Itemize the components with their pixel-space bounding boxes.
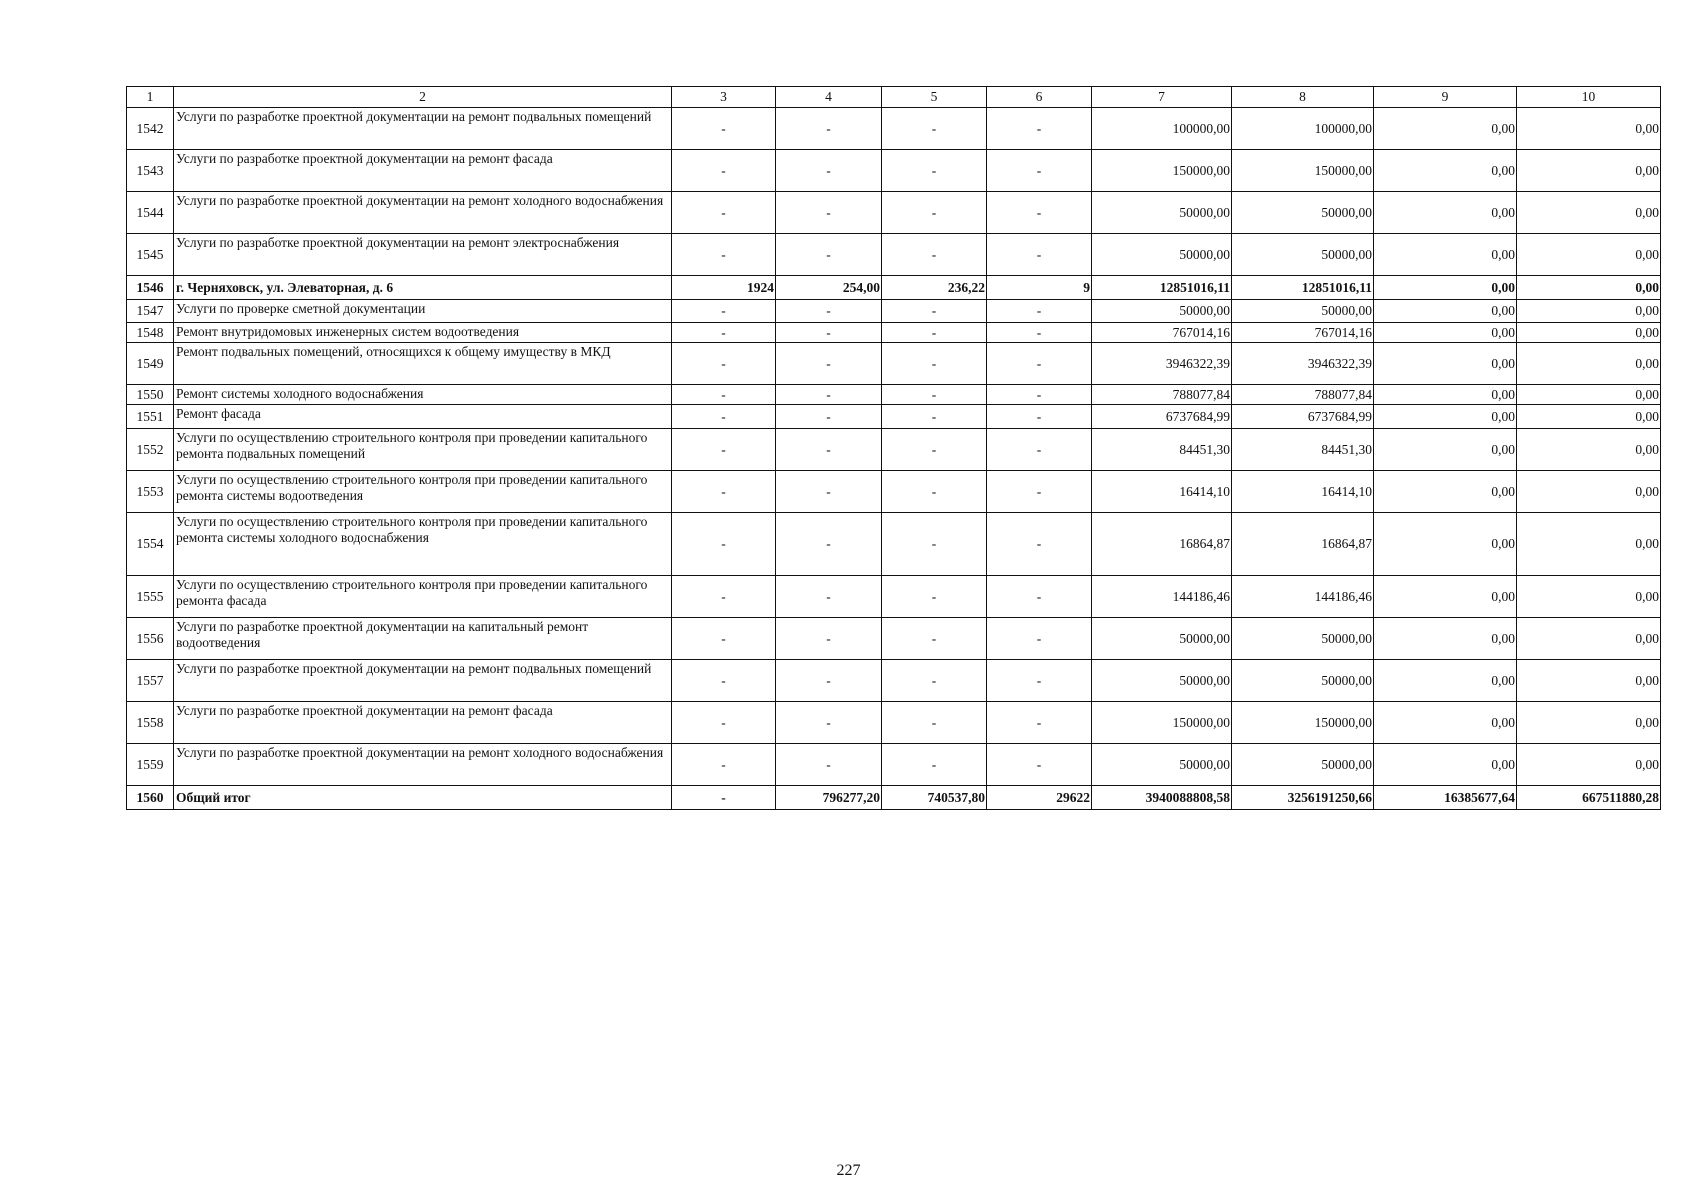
table-body (127, 108, 1661, 810)
work-name-cell: Услуги по проверке сметной документации (174, 300, 672, 323)
table-row (127, 385, 1661, 405)
table-row (127, 276, 1661, 300)
header-cell-1: 1 (127, 87, 174, 108)
col-5-cell: - (882, 576, 987, 618)
col-6-cell: - (987, 576, 1092, 618)
header-row (127, 87, 1661, 108)
col-6-cell: 29622 (987, 786, 1092, 810)
col-4-cell: - (776, 385, 882, 405)
work-name-cell: Услуги по осуществлению строительного контроля при проведении капитального ремонта фасада (174, 576, 672, 618)
col-8-cell: 6737684,99 (1232, 405, 1374, 429)
work-name-cell: Ремонт внутридомовых инженерных систем водоотведения (174, 323, 672, 343)
col-3-cell: - (672, 702, 776, 744)
col-3-cell: - (672, 300, 776, 323)
col-9-cell: 0,00 (1374, 323, 1517, 343)
row-number-cell: 1559 (127, 744, 174, 786)
col-8-cell: 767014,16 (1232, 323, 1374, 343)
table-row (127, 513, 1661, 576)
col-9-cell: 0,00 (1374, 429, 1517, 471)
col-4-cell: - (776, 300, 882, 323)
col-7-cell: 50000,00 (1092, 192, 1232, 234)
table-row (127, 786, 1661, 810)
col-10-cell: 0,00 (1517, 576, 1661, 618)
row-number-cell: 1554 (127, 513, 174, 576)
col-4-cell: - (776, 108, 882, 150)
col-5-cell: - (882, 471, 987, 513)
col-8-cell: 50000,00 (1232, 234, 1374, 276)
col-7-cell: 84451,30 (1092, 429, 1232, 471)
col-4-cell: - (776, 576, 882, 618)
col-5-cell: - (882, 405, 987, 429)
col-3-cell: - (672, 429, 776, 471)
col-6-cell: - (987, 702, 1092, 744)
col-5-cell: - (882, 343, 987, 385)
col-8-cell: 50000,00 (1232, 660, 1374, 702)
col-3-cell: - (672, 786, 776, 810)
col-7-cell: 50000,00 (1092, 660, 1232, 702)
col-9-cell: 0,00 (1374, 108, 1517, 150)
col-4-cell: - (776, 471, 882, 513)
col-5-cell: - (882, 513, 987, 576)
row-number-cell: 1558 (127, 702, 174, 744)
col-9-cell: 0,00 (1374, 660, 1517, 702)
row-number-cell: 1547 (127, 300, 174, 323)
table-row (127, 405, 1661, 429)
row-number-cell: 1552 (127, 429, 174, 471)
table-row (127, 300, 1661, 323)
col-6-cell: - (987, 471, 1092, 513)
col-5-cell: - (882, 618, 987, 660)
row-number-cell: 1555 (127, 576, 174, 618)
col-10-cell: 667511880,28 (1517, 786, 1661, 810)
col-8-cell: 16864,87 (1232, 513, 1374, 576)
header-cell-6: 6 (987, 87, 1092, 108)
col-3-cell: - (672, 660, 776, 702)
col-6-cell: - (987, 513, 1092, 576)
col-3-cell: 1924 (672, 276, 776, 300)
work-name-cell: Услуги по разработке проектной документации на ремонт подвальных помещений (174, 660, 672, 702)
page-number: 227 (836, 1162, 861, 1179)
col-7-cell: 788077,84 (1092, 385, 1232, 405)
col-9-cell: 0,00 (1374, 744, 1517, 786)
col-3-cell: - (672, 471, 776, 513)
col-7-cell: 150000,00 (1092, 150, 1232, 192)
col-10-cell: 0,00 (1517, 385, 1661, 405)
col-6-cell: - (987, 323, 1092, 343)
col-4-cell: - (776, 744, 882, 786)
header-cell-2: 2 (174, 87, 672, 108)
col-10-cell: 0,00 (1517, 234, 1661, 276)
col-3-cell: - (672, 405, 776, 429)
work-name-cell: Услуги по разработке проектной документации на ремонт электроснабжения (174, 234, 672, 276)
col-8-cell: 150000,00 (1232, 150, 1374, 192)
table-row (127, 618, 1661, 660)
col-6-cell: - (987, 150, 1092, 192)
col-7-cell: 144186,46 (1092, 576, 1232, 618)
work-name-cell: Общий итог (174, 786, 672, 810)
col-7-cell: 3940088808,58 (1092, 786, 1232, 810)
col-5-cell: - (882, 702, 987, 744)
col-7-cell: 767014,16 (1092, 323, 1232, 343)
work-name-cell: Услуги по осуществлению строительного контроля при проведении капитального ремонта системы холодного водоснабжения (174, 513, 672, 576)
col-8-cell: 3256191250,66 (1232, 786, 1374, 810)
table-row (127, 343, 1661, 385)
work-name-cell: Услуги по разработке проектной документации на ремонт фасада (174, 150, 672, 192)
row-number-cell: 1543 (127, 150, 174, 192)
table-row (127, 744, 1661, 786)
col-8-cell: 50000,00 (1232, 300, 1374, 323)
data-table (126, 86, 1661, 810)
col-3-cell: - (672, 343, 776, 385)
table-row (127, 150, 1661, 192)
col-7-cell: 16864,87 (1092, 513, 1232, 576)
col-4-cell: - (776, 150, 882, 192)
col-8-cell: 150000,00 (1232, 702, 1374, 744)
col-5-cell: - (882, 300, 987, 323)
work-name-cell: г. Черняховск, ул. Элеваторная, д. 6 (174, 276, 672, 300)
work-name-cell: Услуги по осуществлению строительного контроля при проведении капитального ремонта системы водоотведения (174, 471, 672, 513)
row-number-cell: 1545 (127, 234, 174, 276)
work-name-cell: Услуги по разработке проектной документации на ремонт холодного водоснабжения (174, 192, 672, 234)
header-cell-9: 9 (1374, 87, 1517, 108)
col-10-cell: 0,00 (1517, 343, 1661, 385)
col-6-cell: - (987, 660, 1092, 702)
col-3-cell: - (672, 513, 776, 576)
col-9-cell: 0,00 (1374, 300, 1517, 323)
col-9-cell: 0,00 (1374, 405, 1517, 429)
row-number-cell: 1544 (127, 192, 174, 234)
col-9-cell: 0,00 (1374, 234, 1517, 276)
col-7-cell: 50000,00 (1092, 744, 1232, 786)
row-number-cell: 1551 (127, 405, 174, 429)
col-8-cell: 788077,84 (1232, 385, 1374, 405)
col-7-cell: 150000,00 (1092, 702, 1232, 744)
table-row (127, 429, 1661, 471)
col-8-cell: 50000,00 (1232, 192, 1374, 234)
col-6-cell: - (987, 108, 1092, 150)
col-6-cell: - (987, 429, 1092, 471)
col-6-cell: - (987, 192, 1092, 234)
col-3-cell: - (672, 385, 776, 405)
col-8-cell: 84451,30 (1232, 429, 1374, 471)
col-6-cell: - (987, 343, 1092, 385)
col-8-cell: 16414,10 (1232, 471, 1374, 513)
table-row (127, 471, 1661, 513)
col-3-cell: - (672, 744, 776, 786)
col-3-cell: - (672, 150, 776, 192)
col-9-cell: 0,00 (1374, 702, 1517, 744)
table-row (127, 576, 1661, 618)
col-4-cell: - (776, 234, 882, 276)
col-10-cell: 0,00 (1517, 276, 1661, 300)
col-6-cell: - (987, 744, 1092, 786)
col-9-cell: 0,00 (1374, 513, 1517, 576)
col-10-cell: 0,00 (1517, 150, 1661, 192)
col-4-cell: - (776, 323, 882, 343)
col-3-cell: - (672, 576, 776, 618)
col-6-cell: 9 (987, 276, 1092, 300)
col-8-cell: 12851016,11 (1232, 276, 1374, 300)
data-table-container (126, 86, 1660, 810)
col-6-cell: - (987, 234, 1092, 276)
col-5-cell: - (882, 150, 987, 192)
header-cell-3: 3 (672, 87, 776, 108)
col-10-cell: 0,00 (1517, 618, 1661, 660)
col-9-cell: 0,00 (1374, 276, 1517, 300)
table-row (127, 108, 1661, 150)
col-7-cell: 3946322,39 (1092, 343, 1232, 385)
col-10-cell: 0,00 (1517, 323, 1661, 343)
col-4-cell: - (776, 405, 882, 429)
row-number-cell: 1550 (127, 385, 174, 405)
row-number-cell: 1553 (127, 471, 174, 513)
col-5-cell: - (882, 385, 987, 405)
col-5-cell: - (882, 429, 987, 471)
col-10-cell: 0,00 (1517, 108, 1661, 150)
col-5-cell: - (882, 660, 987, 702)
col-7-cell: 50000,00 (1092, 234, 1232, 276)
col-9-cell: 0,00 (1374, 192, 1517, 234)
col-5-cell: 740537,80 (882, 786, 987, 810)
col-9-cell: 0,00 (1374, 150, 1517, 192)
col-5-cell: - (882, 192, 987, 234)
col-9-cell: 16385677,64 (1374, 786, 1517, 810)
col-5-cell: 236,22 (882, 276, 987, 300)
row-number-cell: 1557 (127, 660, 174, 702)
col-7-cell: 6737684,99 (1092, 405, 1232, 429)
work-name-cell: Услуги по разработке проектной документации на ремонт холодного водоснабжения (174, 744, 672, 786)
work-name-cell: Услуги по разработке проектной документации на ремонт подвальных помещений (174, 108, 672, 150)
col-10-cell: 0,00 (1517, 471, 1661, 513)
col-10-cell: 0,00 (1517, 744, 1661, 786)
col-9-cell: 0,00 (1374, 576, 1517, 618)
header-cell-8: 8 (1232, 87, 1374, 108)
col-4-cell: 254,00 (776, 276, 882, 300)
col-7-cell: 50000,00 (1092, 300, 1232, 323)
col-10-cell: 0,00 (1517, 513, 1661, 576)
col-5-cell: - (882, 234, 987, 276)
header-cell-5: 5 (882, 87, 987, 108)
col-6-cell: - (987, 300, 1092, 323)
row-number-cell: 1548 (127, 323, 174, 343)
col-3-cell: - (672, 234, 776, 276)
col-7-cell: 16414,10 (1092, 471, 1232, 513)
col-7-cell: 100000,00 (1092, 108, 1232, 150)
table-row (127, 234, 1661, 276)
col-3-cell: - (672, 618, 776, 660)
header-cell-7: 7 (1092, 87, 1232, 108)
table-row (127, 702, 1661, 744)
col-10-cell: 0,00 (1517, 300, 1661, 323)
work-name-cell: Услуги по разработке проектной документации на ремонт фасада (174, 702, 672, 744)
col-4-cell: - (776, 429, 882, 471)
col-4-cell: - (776, 618, 882, 660)
col-5-cell: - (882, 323, 987, 343)
col-10-cell: 0,00 (1517, 429, 1661, 471)
table-row (127, 660, 1661, 702)
col-9-cell: 0,00 (1374, 343, 1517, 385)
col-8-cell: 50000,00 (1232, 618, 1374, 660)
col-3-cell: - (672, 323, 776, 343)
col-3-cell: - (672, 108, 776, 150)
col-4-cell: 796277,20 (776, 786, 882, 810)
col-6-cell: - (987, 618, 1092, 660)
col-8-cell: 100000,00 (1232, 108, 1374, 150)
header-cell-4: 4 (776, 87, 882, 108)
work-name-cell: Услуги по осуществлению строительного контроля при проведении капитального ремонта подвальных помещений (174, 429, 672, 471)
col-5-cell: - (882, 108, 987, 150)
header-cell-10: 10 (1517, 87, 1661, 108)
col-7-cell: 12851016,11 (1092, 276, 1232, 300)
col-6-cell: - (987, 385, 1092, 405)
row-number-cell: 1542 (127, 108, 174, 150)
work-name-cell: Ремонт подвальных помещений, относящихся к общему имуществу в МКД (174, 343, 672, 385)
row-number-cell: 1549 (127, 343, 174, 385)
col-5-cell: - (882, 744, 987, 786)
col-10-cell: 0,00 (1517, 405, 1661, 429)
col-9-cell: 0,00 (1374, 618, 1517, 660)
col-4-cell: - (776, 660, 882, 702)
col-9-cell: 0,00 (1374, 385, 1517, 405)
col-4-cell: - (776, 192, 882, 234)
col-8-cell: 50000,00 (1232, 744, 1374, 786)
col-4-cell: - (776, 702, 882, 744)
col-8-cell: 3946322,39 (1232, 343, 1374, 385)
work-name-cell: Ремонт фасада (174, 405, 672, 429)
table-row (127, 323, 1661, 343)
col-3-cell: - (672, 192, 776, 234)
col-4-cell: - (776, 343, 882, 385)
col-7-cell: 50000,00 (1092, 618, 1232, 660)
work-name-cell: Услуги по разработке проектной документации на капитальный ремонт водоотведения (174, 618, 672, 660)
col-4-cell: - (776, 513, 882, 576)
col-10-cell: 0,00 (1517, 660, 1661, 702)
col-6-cell: - (987, 405, 1092, 429)
row-number-cell: 1546 (127, 276, 174, 300)
col-9-cell: 0,00 (1374, 471, 1517, 513)
col-10-cell: 0,00 (1517, 192, 1661, 234)
row-number-cell: 1556 (127, 618, 174, 660)
table-row (127, 192, 1661, 234)
row-number-cell: 1560 (127, 786, 174, 810)
col-10-cell: 0,00 (1517, 702, 1661, 744)
work-name-cell: Ремонт системы холодного водоснабжения (174, 385, 672, 405)
col-8-cell: 144186,46 (1232, 576, 1374, 618)
